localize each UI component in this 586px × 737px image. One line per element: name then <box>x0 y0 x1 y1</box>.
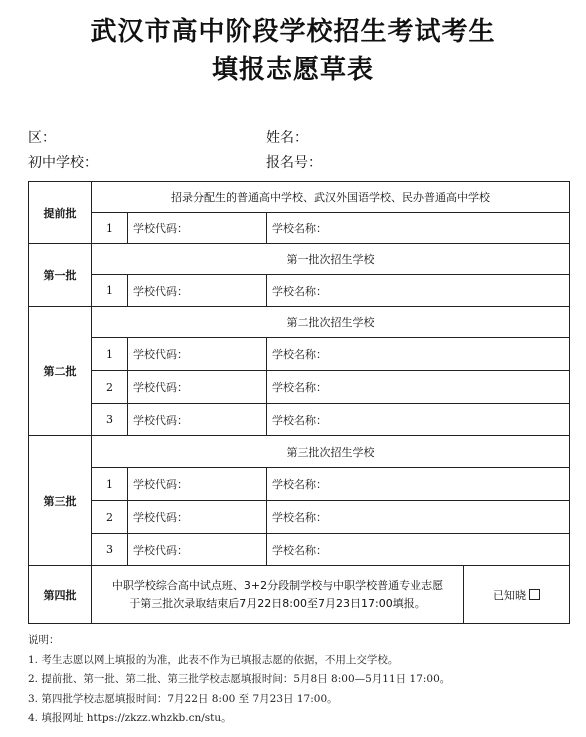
table-row <box>29 534 570 566</box>
table-row <box>29 338 570 371</box>
table-row <box>29 501 570 534</box>
choice-number: 3 <box>92 404 128 436</box>
school-name-cell[interactable]: 学校名称： <box>267 404 570 436</box>
acknowledged-label: 已知晓 <box>493 588 526 602</box>
school-name-cell[interactable]: 学校名称： <box>267 371 570 404</box>
form-title-line-2: 填报志愿草表 <box>211 55 374 85</box>
school-code-cell[interactable]: 学校代码： <box>128 213 267 244</box>
table-row <box>29 404 570 436</box>
batch-advance-header: 招录分配生的普通高中学校、武汉外国语学校、民办普通高中学校 <box>92 182 570 213</box>
choice-number: 1 <box>92 275 128 307</box>
batch-second-header: 第二批次招生学校 <box>92 307 570 338</box>
name-field-label: 姓名： <box>266 130 308 146</box>
batch-fourth-text-line-2: 于第三批次录取结束后7月22日8:00至7月23日17:00填报。 <box>129 596 426 610</box>
batch-second-label: 第二批 <box>29 307 92 436</box>
choice-number: 1 <box>92 213 128 244</box>
school-code-cell[interactable]: 学校代码： <box>128 404 267 436</box>
batch-third-header: 第三批次招生学校 <box>92 436 570 468</box>
school-code-cell[interactable]: 学校代码： <box>128 501 267 534</box>
note-item: 2. 提前批、第一批、第二批、第三批学校志愿填报时间：5月8日 8:00—5月11日 17:00。 <box>28 673 451 685</box>
school-code-cell[interactable]: 学校代码： <box>128 468 267 501</box>
batch-fourth-description <box>92 566 464 624</box>
notes-heading: 说明： <box>28 634 60 646</box>
choice-number: 3 <box>92 534 128 566</box>
district-field-label: 区： <box>28 130 56 146</box>
acknowledged-cell[interactable] <box>464 566 570 624</box>
table-row <box>29 468 570 501</box>
table-row <box>29 275 570 307</box>
choice-number: 2 <box>92 371 128 404</box>
school-name-cell[interactable]: 学校名称： <box>267 501 570 534</box>
school-name-cell[interactable]: 学校名称： <box>267 468 570 501</box>
notes-section <box>28 631 450 729</box>
batch-advance-label: 提前批 <box>29 182 92 244</box>
school-code-cell[interactable]: 学校代码： <box>128 338 267 371</box>
batch-first-label: 第一批 <box>29 244 92 307</box>
school-name-cell[interactable]: 学校名称： <box>267 213 570 244</box>
table-row <box>29 371 570 404</box>
school-code-cell[interactable]: 学校代码： <box>128 275 267 307</box>
school-name-cell[interactable]: 学校名称： <box>267 275 570 307</box>
choice-number: 1 <box>92 468 128 501</box>
choice-number: 2 <box>92 501 128 534</box>
note-item: 1. 考生志愿以网上填报的为准，此表不作为已填报志愿的依据，不用上交学校。 <box>28 653 399 666</box>
batch-fourth-text-line-1: 中职学校综合高中试点班、3+2分段制学校与中职学校普通专业志愿 <box>111 578 444 592</box>
table-row <box>29 213 570 244</box>
form-title-line-1: 武汉市高中阶段学校招生考试考生 <box>90 17 496 47</box>
acknowledged-checkbox[interactable] <box>529 589 540 600</box>
batch-fourth-label: 第四批 <box>29 566 92 624</box>
school-name-cell[interactable]: 学校名称： <box>267 338 570 371</box>
batch-third-label: 第三批 <box>29 436 92 566</box>
note-item: 4. 填报网址 https://zkzz.whzkb.cn/stu。 <box>28 712 232 724</box>
school-name-cell[interactable]: 学校名称： <box>267 534 570 566</box>
batch-first-header: 第一批次招生学校 <box>92 244 570 275</box>
application-form-table <box>28 181 570 624</box>
reg-no-field-label: 报名号： <box>266 155 322 171</box>
school-code-cell[interactable]: 学校代码： <box>128 371 267 404</box>
school-code-cell[interactable]: 学校代码： <box>128 534 267 566</box>
choice-number: 1 <box>92 338 128 371</box>
note-item: 3. 第四批学校志愿填报时间：7月22日 8:00 至 7月23日 17:00。 <box>28 692 338 705</box>
junior-school-field-label: 初中学校： <box>28 155 98 171</box>
